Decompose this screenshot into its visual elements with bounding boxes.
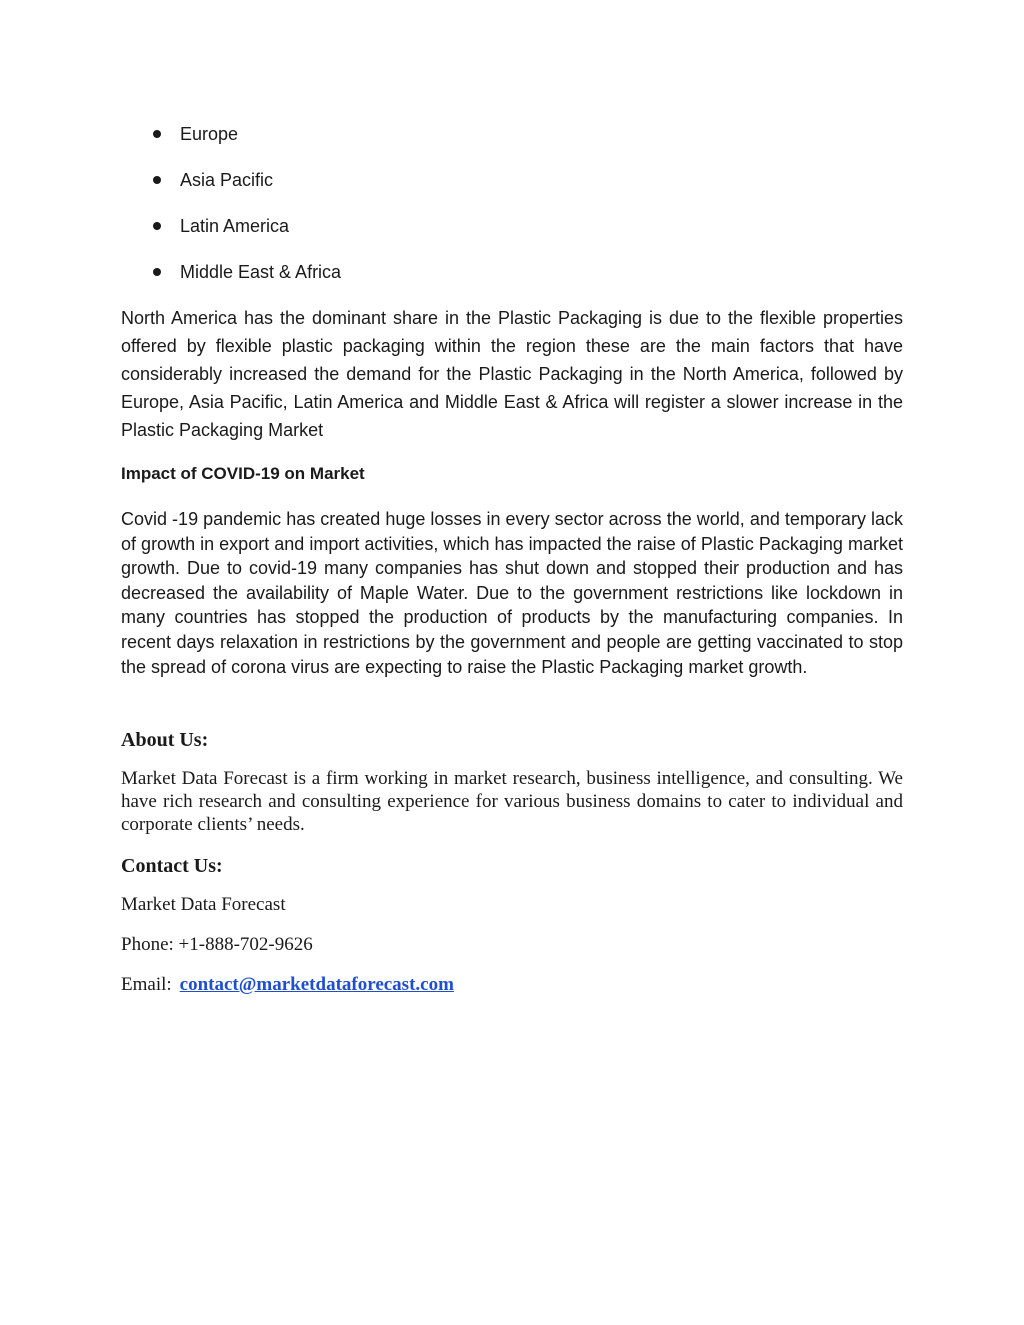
- region-list: [121, 121, 341, 305]
- list-item: [121, 213, 341, 259]
- email-label: Email:: [121, 974, 172, 995]
- about-paragraph: Market Data Forecast is a firm working in market research, business intelligence, and consulting. We have rich research and consulting experience for various business domains to cater to individual and corporate clients’ needs.: [121, 768, 903, 835]
- email-link[interactable]: contact@marketdataforecast.com: [179, 974, 454, 995]
- email-line: [121, 972, 454, 998]
- intro-paragraph: North America has the dominant share in the Plastic Packaging is due to the flexible properties offered by flexible plastic packaging within the region these are the main factors that have considerably increased the demand for the Plastic Packaging in the North America, followed by Europe, Asia Pacific, Latin America and Middle East & Africa will register a slower increase in the Plastic Packaging Market: [121, 308, 903, 440]
- company-name: Market Data Forecast: [121, 894, 286, 915]
- contact-heading: Contact Us:: [121, 855, 223, 877]
- list-item: [121, 167, 341, 213]
- region-label: Latin America: [180, 216, 290, 236]
- bullet-icon: [153, 222, 161, 230]
- region-label: Middle East & Africa: [180, 262, 342, 282]
- list-item: [121, 121, 341, 167]
- covid-paragraph: Covid -19 pandemic has created huge losses in every sector across the world, and temporary lack of growth in export and import activities, which has impacted the raise of Plastic Packaging market growth. Due to covid-19 many companies has shut down and stopped their production and has decreased the availability of Maple Water. Due to the government restrictions like lockdown in many countries has stopped the production of products by the manufacturing companies. In recent days relaxation in restrictions by the government and people are getting vaccinated to stop the spread of corona virus are expecting to raise the Plastic Packaging market growth.: [121, 509, 903, 677]
- region-label: Asia Pacific: [180, 170, 274, 190]
- bullet-icon: [153, 176, 161, 184]
- bullet-icon: [153, 268, 161, 276]
- region-label: Europe: [180, 124, 239, 144]
- bullet-icon: [153, 130, 161, 138]
- about-heading: About Us:: [121, 729, 209, 751]
- list-item: [121, 259, 341, 305]
- covid-heading: Impact of COVID-19 on Market: [121, 464, 365, 483]
- phone-number: Phone: +1-888-702-9626: [121, 934, 313, 955]
